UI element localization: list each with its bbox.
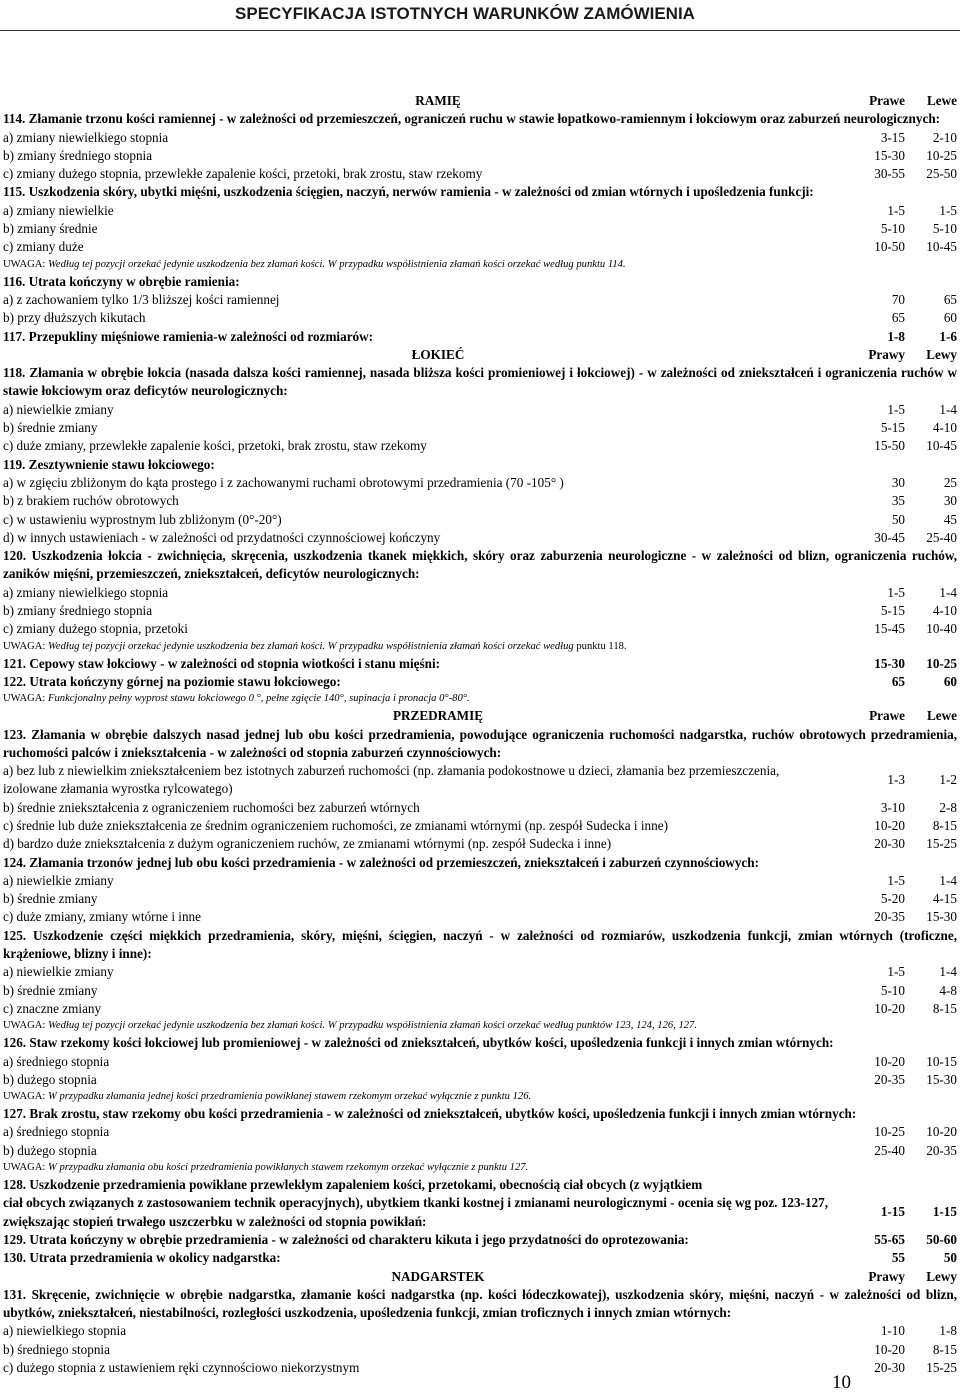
value-left: 10-20 — [926, 1124, 957, 1140]
value-left: 8-15 — [932, 1341, 957, 1357]
value-left: 4-10 — [932, 420, 957, 436]
item-text: c) zmiany dużego stopnia, przewlekłe zapalenie kości, przetoki, brak zrostu, staw rzekomy — [3, 166, 483, 182]
value-right: 1-8 — [887, 328, 905, 344]
value-right: 10-20 — [874, 817, 905, 833]
column-header-left: Lewe — [926, 93, 957, 108]
table-row — [3, 147, 957, 165]
value-right: 70 — [891, 291, 905, 307]
value-right: 5-15 — [880, 420, 905, 436]
value-right: 1-3 — [887, 772, 905, 788]
item-text: 121. Cepowy staw łokciowy - w zależności od stopnia wiotkości i stanu mięśni: — [3, 655, 441, 671]
note-text: W przypadku złamania jednej kości przedramienia powikłanej stawem rzekomym orzekać wyłącznie z punktu 126. — [48, 1091, 532, 1103]
value-right: 15-50 — [874, 438, 905, 454]
value-right: 5-15 — [880, 603, 905, 619]
value-left: 8-15 — [932, 1000, 957, 1016]
item-117 — [3, 328, 957, 346]
item-125: 125. Uszkodzenie części miękkich przedramienia, skóry, mięśni, ścięgien, naczyń - w zależności od rozmiarów, uszkodzenia funkcji, zmian wtórnych (troficzne, krążeniowe, blizny i inne): — [3, 927, 957, 962]
rows-124 — [3, 872, 957, 927]
item-text: b) zmiany średniego stopnia — [3, 147, 153, 163]
note-text: Według tej pozycji orzekać jedynie uszkodzenia bez złamań kości. W przypadku współistnienia złamań kości orzekać według punktów 123, 124, 126, 127. — [48, 1020, 698, 1032]
value-left: 1-5 — [939, 202, 957, 218]
table-row — [3, 1053, 957, 1071]
item-text: a) niewielkiego stopnia — [3, 1323, 127, 1339]
item-text: 122. Utrata kończyny górnej na poziomie stawu łokciowego: — [3, 673, 341, 689]
rows-125 — [3, 963, 957, 1018]
item-122 — [3, 673, 957, 691]
row-123a — [3, 762, 957, 799]
item-text: c) zmiany dużego stopnia, przetoki — [3, 621, 188, 637]
column-header-right: Prawe — [869, 93, 905, 108]
column-header-right: Prawe — [869, 708, 905, 724]
item-128-cont — [3, 1194, 957, 1231]
value-left: 60 — [943, 310, 957, 326]
section-title: RAMIĘ — [415, 93, 461, 108]
section-heading-nadgarstek — [3, 1268, 957, 1286]
document-header: SPECYFIKACJA ISTOTNYCH WARUNKÓW ZAMÓWIENIA — [235, 4, 695, 23]
rows-115 — [3, 202, 957, 257]
item-116: 116. Utrata kończyny w obrębie ramienia: — [3, 273, 240, 289]
value-left: 10-45 — [926, 239, 957, 255]
item-text: c) duże zmiany, zmiany wtórne i inne — [3, 909, 201, 925]
value-right: 3-15 — [880, 129, 905, 145]
value-right: 1-5 — [887, 584, 905, 600]
value-left: 20-35 — [926, 1142, 957, 1158]
item-129 — [3, 1231, 957, 1249]
value-right: 50 — [891, 511, 905, 527]
table-row — [3, 492, 957, 510]
value-right: 55 — [891, 1250, 905, 1266]
table-row — [3, 129, 957, 147]
value-right: 1-5 — [887, 964, 905, 980]
item-text: a) z zachowaniem tylko 1/3 bliższej kości ramiennej — [3, 291, 280, 307]
value-right: 5-10 — [880, 221, 905, 237]
rows-119 — [3, 474, 957, 547]
value-right: 3-10 — [880, 799, 905, 815]
value-left: 8-15 — [932, 817, 957, 833]
note-label: UWAGA: — [3, 1020, 49, 1032]
page-number: 10 — [832, 1372, 851, 1393]
item-text: b) zmiany średnie — [3, 221, 98, 237]
value-right: 10-20 — [874, 1341, 905, 1357]
table-row — [3, 220, 957, 238]
note-126 — [3, 1089, 957, 1105]
value-left: 10-25 — [926, 147, 957, 163]
table-row — [3, 165, 957, 183]
column-header-right: Prawy — [868, 346, 905, 362]
item-text: b) dużego stopnia — [3, 1071, 97, 1087]
value-left: 1-4 — [939, 584, 957, 600]
item-text: 129. Utrata kończyny w obrębie przedramienia - w zależności od charakteru kikuta i jego przydatności do oprotezowania: — [3, 1231, 689, 1247]
value-right: 10-20 — [874, 1000, 905, 1016]
table-row — [3, 401, 957, 419]
table-row — [3, 309, 957, 327]
item-text: c) dużego stopnia z ustawieniem ręki czynnościowo niekorzystnym — [3, 1360, 360, 1375]
value-left: 25 — [943, 474, 957, 490]
item-126: 126. Staw rzekomy kości łokciowej lub promieniowej - w zależności od zniekształceń, ubytków kości, upośledzenia funkcji i innych zmian wtórnych: — [3, 1035, 834, 1051]
table-row — [3, 437, 957, 455]
value-left: 2-8 — [939, 799, 957, 815]
rows-123 — [3, 799, 957, 854]
item-123: 123. Złamania w obrębie dalszych nasad jednej lub obu kości przedramienia, powodujące ograniczenia ruchomości nadgarstka, ruchów obrotowych przedramienia, ruchomości palców i zniekształcenia - w zależności od stopnia zaburzeń czynnościowych: — [3, 726, 957, 760]
table-row — [3, 982, 957, 1000]
value-left: 1-4 — [939, 964, 957, 980]
item-127: 127. Brak zrostu, staw rzekomy obu kości przedramienia - w zależności od zniekształceń, ubytków kości, upośledzenia funkcji i innych zmian wtórnych: — [3, 1106, 857, 1122]
value-left: 1-2 — [939, 772, 957, 788]
table-row — [3, 963, 957, 981]
table-row — [3, 872, 957, 890]
item-131: 131. Skręcenie, zwichnięcie w obrębie nadgarstka, złamanie kości nadgarstka (np. kości łódeczkowatej), uszkodzenia skóry, mięśni, naczyń - w zależności od blizn, ubytków, zniekształceń, niestabilności, rozległości uszkodzenia, upośledzenia funkcji, zmian troficznych i innych zmian wtórnych: — [3, 1286, 957, 1321]
column-header-left: Lewy — [926, 1268, 957, 1284]
item-text: b) przy dłuższych kikutach — [3, 310, 146, 326]
value-right: 30-45 — [874, 529, 905, 545]
item-text: b) średnie zmiany — [3, 982, 98, 998]
value-left: 5-10 — [932, 221, 957, 237]
item-text: c) w ustawieniu wyprostnym lub zbliżonym (0°-20°) — [3, 511, 282, 527]
value-left: 1-6 — [939, 328, 957, 344]
table-row — [3, 602, 957, 620]
value-left: 10-40 — [926, 621, 957, 637]
item-text: a) niewielkie zmiany — [3, 964, 114, 980]
item-text: a) w zgięciu zbliżonym do kąta prostego i z zachowanymi ruchami obrotowymi przedramienia (70 -105° ) — [3, 474, 564, 490]
item-text: d) bardzo duże zniekształcenia z dużym ograniczeniem ruchów, ze zmianami wtórnymi (np. zespół Sudecka i inne) — [3, 836, 612, 852]
table-row — [3, 202, 957, 220]
value-left: 4-15 — [932, 891, 957, 907]
item-text: b) zmiany średniego stopnia — [3, 603, 153, 619]
section-heading-przedramie — [3, 707, 957, 725]
table-row — [3, 474, 957, 492]
value-left: 15-25 — [926, 836, 957, 852]
table-row — [3, 1000, 957, 1018]
value-left: 15-25 — [926, 1360, 957, 1375]
note-label: UWAGA: — [3, 640, 49, 652]
item-119: 119. Zesztywnienie stawu łokciowego: — [3, 456, 215, 472]
item-text: b) średnie zmiany — [3, 420, 98, 436]
table-row — [3, 817, 957, 835]
value-right: 20-35 — [874, 1071, 905, 1087]
note-text: Funkcjonalny pełny wyprost stawu łokciowego 0 °, pełne zgięcie 140°, supinacja i pronacja 0°-80°. — [48, 693, 470, 705]
table-row — [3, 908, 957, 926]
item-text: a) średniego stopnia — [3, 1124, 110, 1140]
item-124: 124. Złamania trzonów jednej lub obu kości przedramienia - w zależności od przemieszczeń, zniekształceń i zaburzeń czynnościowych: — [3, 854, 759, 870]
table-row — [3, 1123, 957, 1141]
header-rule — [0, 30, 960, 31]
note-125 — [3, 1018, 957, 1034]
rows-126 — [3, 1053, 957, 1090]
value-right: 15-45 — [874, 621, 905, 637]
section-heading-ramie — [3, 92, 957, 110]
value-right: 15-30 — [874, 147, 905, 163]
item-text: a) niewielkie zmiany — [3, 872, 114, 888]
column-header-left: Lewy — [926, 346, 957, 362]
value-right: 65 — [891, 673, 905, 689]
note-label: UWAGA: — [3, 258, 49, 270]
value-right: 5-10 — [880, 982, 905, 998]
item-120: 120. Uszkodzenia łokcia - zwichnięcia, skręcenia, uszkodzenia tkanek miękkich, skóry oraz zaburzenia neurologiczne - w zależności od blizn, ograniczenia ruchów, zaników mięśni, przemieszczeń, zniekształceń, deficytów neurologicznych: — [3, 548, 957, 582]
value-right: 10-25 — [874, 1124, 905, 1140]
table-row — [3, 291, 957, 309]
item-128: 128. Uszkodzenie przedramienia powikłane przewlekłym zapaleniem kości, przetokami, obecnością ciał obcych (z wyjątkiem — [3, 1177, 703, 1193]
table-row — [3, 1071, 957, 1089]
note-tail: punktu 118. — [576, 640, 627, 652]
value-left: 65 — [943, 291, 957, 307]
value-left: 1-4 — [939, 872, 957, 888]
value-left: 2-10 — [932, 129, 957, 145]
item-text: a) zmiany niewielkiego stopnia — [3, 584, 169, 600]
value-right: 30 — [891, 474, 905, 490]
rows-118 — [3, 401, 957, 456]
value-right: 20-35 — [874, 909, 905, 925]
table-row — [3, 620, 957, 638]
value-right: 20-30 — [874, 1360, 905, 1375]
table-row — [3, 835, 957, 853]
item-130 — [3, 1249, 957, 1267]
item-text: a) bez lub z niewielkim zniekształceniem bez istotnych zaburzeń ruchomości (np. złamania podokostnowe u dzieci, złamania bez przemieszczenia, izolowane złamania wyrostka rylcowatego) — [3, 763, 780, 797]
item-text: a) średniego stopnia — [3, 1053, 110, 1069]
value-right: 1-10 — [880, 1323, 905, 1339]
table-row — [3, 238, 957, 256]
item-text: b) średnie zmiany — [3, 891, 98, 907]
value-right: 30-55 — [874, 166, 905, 182]
value-right: 15-30 — [874, 655, 905, 671]
section-title: ŁOKIEĆ — [411, 346, 465, 362]
section-heading-lokiec — [3, 346, 957, 364]
table-row — [3, 1322, 957, 1340]
item-text: b) średniego stopnia — [3, 1341, 110, 1357]
note-120 — [3, 639, 957, 655]
item-text: ciał obcych związanych z zastosowaniem technik operacyjnych), ubytkiem tkanki kostnej i zmianami neurologicznymi - ocenia się wg poz. 123-127, zwiększając stopień trwałego uszczerbku w zależności od stopnia powikłań: — [3, 1195, 829, 1229]
note-text: Według tej pozycji orzekać jedynie uszkodzenia bez złamań kości. W przypadku współistnienia złamań kości orzekać według punktu 114. — [48, 258, 626, 270]
value-left: 1-15 — [932, 1204, 957, 1220]
section-title: NADGARSTEK — [391, 1268, 485, 1284]
value-left: 10-15 — [926, 1053, 957, 1069]
column-header-right: Prawy — [868, 1268, 905, 1284]
table-row — [3, 1341, 957, 1359]
value-left: 25-40 — [926, 529, 957, 545]
note-label: UWAGA: — [3, 693, 49, 705]
note-127 — [3, 1160, 957, 1176]
section-title: PRZEDRAMIĘ — [392, 708, 484, 724]
table-row — [3, 419, 957, 437]
value-right: 10-50 — [874, 239, 905, 255]
value-left: 10-45 — [926, 438, 957, 454]
table-row — [3, 799, 957, 817]
value-right: 5-20 — [880, 891, 905, 907]
rows-127 — [3, 1123, 957, 1160]
rows-114 — [3, 129, 957, 184]
value-left: 15-30 — [926, 909, 957, 925]
item-text: c) średnie lub duże zniekształcenia ze średnim ograniczeniem ruchomości, ze zmianami wtórnymi (np. zespół Sudecka i inne) — [3, 817, 668, 833]
note-text: Według tej pozycji orzekać jedynie uszkodzenia bez złamań kości. W przypadku współistnienia złamań kości orzekać według — [48, 640, 577, 652]
table-row — [3, 890, 957, 908]
item-text: a) zmiany niewielkiego stopnia — [3, 129, 169, 145]
item-text: d) w innych ustawieniach - w zależności od przydatności czynnościowej kończyny — [3, 529, 441, 545]
table-row — [3, 529, 957, 547]
item-text: c) znaczne zmiany — [3, 1000, 102, 1016]
rows-131 — [3, 1322, 957, 1377]
item-text: c) duże zmiany, przewlekłe zapalenie kości, przetoki, brak zrostu, staw rzekomy — [3, 438, 427, 454]
item-118: 118. Złamania w obrębie łokcia (nasada dalsza kości ramiennej, nasada bliższa kości promieniowej i łokciowej) - w zależności od zniekształceń i ograniczenia ruchów w stawie łokciowym oraz deficytów neurologicznych: — [3, 365, 957, 399]
value-left: 4-10 — [932, 603, 957, 619]
value-left: 30 — [943, 493, 957, 509]
value-right: 1-5 — [887, 872, 905, 888]
value-right: 1-5 — [887, 401, 905, 417]
item-114: 114. Złamanie trzonu kości ramiennej - w zależności od przemieszczeń, ograniczeń ruchu w stawie łopatkowo-ramiennym i łokciowym oraz zaburzeń neurologicznych: — [3, 111, 941, 127]
table-row — [3, 511, 957, 529]
value-right: 20-30 — [874, 836, 905, 852]
column-header-left: Lewe — [926, 708, 957, 724]
document-content — [3, 92, 957, 1377]
value-right: 10-20 — [874, 1053, 905, 1069]
table-row — [3, 1359, 957, 1377]
value-left: 1-8 — [939, 1323, 957, 1339]
table-row — [3, 584, 957, 602]
item-text: c) zmiany duże — [3, 239, 84, 255]
rows-116 — [3, 291, 957, 328]
rows-120 — [3, 584, 957, 639]
value-right: 55-65 — [874, 1231, 905, 1247]
item-121 — [3, 655, 957, 673]
item-text: 117. Przepukliny mięśniowe ramienia-w zależności od rozmiarów: — [3, 328, 374, 344]
item-text: b) średnie zniekształcenia z ograniczeniem ruchomości bez zaburzeń wtórnych — [3, 799, 420, 815]
table-row — [3, 1142, 957, 1160]
value-right: 1-15 — [880, 1204, 905, 1220]
item-115: 115. Uszkodzenia skóry, ubytki mięśni, uszkodzenia ścięgien, naczyń, nerwów ramienia - w zależności od zmian wtórnych i upośledzenia funkcji: — [3, 184, 814, 200]
item-text: b) z brakiem ruchów obrotowych — [3, 493, 179, 509]
item-text: 130. Utrata przedramienia w okolicy nadgarstka: — [3, 1250, 281, 1266]
note-label: UWAGA: — [3, 1091, 49, 1103]
note-122 — [3, 691, 957, 707]
note-text: W przypadku złamania obu kości przedramienia powikłanych stawem rzekomym orzekać wyłącznie z punktu 127. — [48, 1162, 529, 1174]
value-left: 10-25 — [926, 655, 957, 671]
value-right: 35 — [891, 493, 905, 509]
value-left: 1-4 — [939, 401, 957, 417]
item-text: a) zmiany niewielkie — [3, 202, 114, 218]
value-right: 1-5 — [887, 202, 905, 218]
item-text: b) dużego stopnia — [3, 1142, 97, 1158]
value-left: 4-8 — [939, 982, 957, 998]
value-left: 15-30 — [926, 1071, 957, 1087]
value-left: 50-60 — [926, 1231, 957, 1247]
value-left: 45 — [943, 511, 957, 527]
value-left: 50 — [943, 1250, 957, 1266]
value-left: 60 — [943, 673, 957, 689]
item-text: a) niewielkie zmiany — [3, 401, 114, 417]
note-115 — [3, 257, 957, 273]
value-right: 25-40 — [874, 1142, 905, 1158]
note-label: UWAGA: — [3, 1162, 49, 1174]
value-right: 65 — [891, 310, 905, 326]
value-left: 25-50 — [926, 166, 957, 182]
